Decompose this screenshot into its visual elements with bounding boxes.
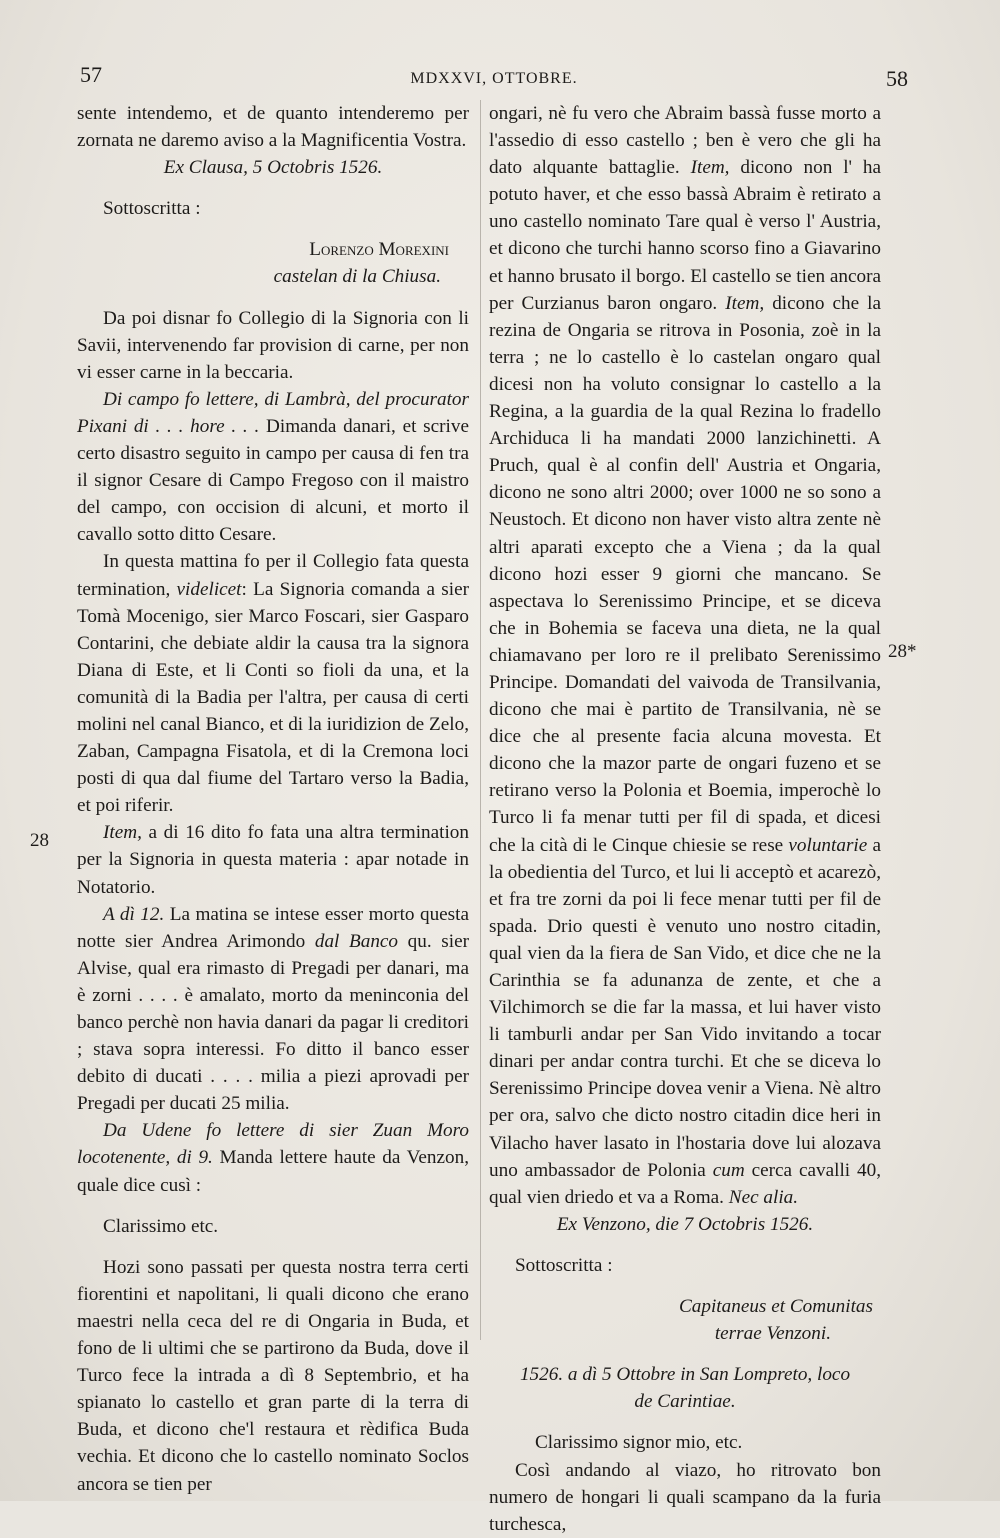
italic-text: Di campo fo lettere, di Lambrà, del procurator Pixani di . . . hore . . . [77, 388, 469, 437]
signature-title: castelan di la Chiusa. [273, 266, 441, 288]
page-number-left: 57 [80, 62, 102, 87]
paragraph: Da poi disnar fo Collegio di la Signoria con li Savii, intervenendo far provision di carne, per non vi esser carne in la beccaria. [77, 307, 469, 383]
italic-text: Da Udene fo lettere di sier Zuan Moro locotenente, di 9. [77, 1120, 469, 1169]
salutation: Clarissimo etc. [103, 1215, 219, 1237]
italic-text: videlicet [176, 578, 242, 600]
text: a la obedientia del Turco, et lui li acceptò et acarezò, et fra tre zorni da poi li fece menar tutti per fil de spada. Drio questi è venuto uno nostro citadin, qual vien da la fiera de San Vido, et dice che ne la Carinthia se fa adunanza de zente, et che a Vilchimorch se die far la massa, et lui haver visto li tamburli andar per San Vido invitando a tocar dinari per andar contra turchi. Et che se diceva lo Serenissimo Principe dovea venir a Viena. Nè altro per ora, salvo che dicto nostro citadin dice heri in Vilacho haver lasato in l'hostaria dove lui alozava uno ambassador de Polonia [489, 834, 881, 1181]
paragraph: Hozi sono passati per questa nostra terra certi fiorentini et napolitani, li quali dicono che erano maestri nella ceca del re di Ongaria in Buda, et fono de li ultimi che se partirono da Buda, dove il Turco fece la intrada a dì 8 Septembrio, et ha spianato lo castello et gran parte di la terra di Buda, et dicono che'l restaura et rèdifica Buda vechia. Et dicono che lo castello nominato Soclos ancora se tien per [77, 1256, 469, 1495]
text: ongari, nè fu vero che Abraim bassà fusse morto a l'assedio di esso castello ; ben è vero che gli ha dato alquante battaglie. [489, 103, 881, 179]
paragraph: sente intendemo, et de quanto intenderemo per zornata ne daremo aviso a la Magnificentia Vostra. [77, 103, 469, 152]
italic-text: Item, [690, 157, 730, 179]
italic-text: dal Banco [314, 930, 399, 952]
italic-text: cum [712, 1159, 745, 1181]
text: Manda lettere haute da Venzon, quale dice cusì : [77, 1147, 469, 1196]
text: dicono che la rezina de Ongaria se ritrova in Posonia, zoè in la terra ; ne lo castello è lo castelan ongaro qual dicesi non ha voluto consignar lo castello a la Regina, a la guardia de la qual Rezina lo fradello Archiduca li ha mandati 2000 lanzichinetti. A Pruch, qual è al confin dell' Austria et Ongaria, dicono ne sono altri 2000; over 1000 ne so sono a Neustoch. Et dicono non haver visto altra zente nè altri aparati excepto che a Viena ; da la qual dicono hozi esser 9 giorni che mancano. Se aspectava lo Serenissimo Principe, et se diceva che in Bohemia se faceva una dieta, ne la qual chiamavano per loro re il prelibato Serenissimo Principe. Domandati del vaivoda de Transilvania, dicono che mai è partito de Transilvania, nè se dice che al presente facia alcuna movesta. Et dicono che la mazor parte de ongari fuzeno et se retirano verso la Polonia et Boemia, imperochè lo Turco li fa menar tutti per fil di spada, et dicesi che la cità di le Cinque chiesie se rese [489, 292, 881, 856]
text: In questa mattina fo per il Collegio fata questa termination, [77, 551, 469, 600]
text: qu. sier Alvise, qual era rimasto di Pregadi per danari, ma è zorni . . . . è amalato, morto da meninconia del banco perchè non havia danari da pagar li creditori ; stava sopra interessi. Fo ditto il banco esser debito di ducati . . . . milia a piezi aprovadi per Pregadi per ducati 25 milia. [77, 930, 469, 1115]
paragraph: Così andando al viazo, ho ritrovato bon numero de hongari li quali scampano da la furia turchesca, [489, 1459, 881, 1535]
paragraph [77, 1117, 469, 1198]
paragraph [77, 819, 469, 900]
text: dicono non l' ha potuto haver, et che esso bassà Abraim è retirato a uno castello nominato Tare qual è verso l' Austria, et dicono che turchi hanno scorso fino a Giavarino et hanno brusato il borgo. El castello se tien ancora per Curzianus baron ongaro. [489, 157, 881, 314]
text: cerca cavalli 40, qual vien driedo et va a Roma. [489, 1159, 881, 1208]
paragraph [77, 386, 469, 549]
margin-number-left: 28 [30, 830, 49, 851]
signature-line: terrae Venzoni. [714, 1323, 831, 1345]
italic-text: A dì 12. [103, 903, 165, 925]
paragraph [77, 548, 469, 819]
dateline: Ex Venzono, die 7 Octobris 1526. [556, 1213, 814, 1235]
italic-text: Item, [103, 822, 142, 844]
italic-text: Item, [725, 292, 765, 314]
left-column [77, 100, 469, 1498]
column-divider [480, 100, 481, 1340]
subscription-label: Sottoscritta : [103, 198, 201, 220]
page-header [80, 62, 908, 92]
page-number-right: 58 [886, 66, 908, 91]
margin-number-right: 28* [888, 641, 917, 662]
paragraph [77, 901, 469, 1118]
signature-name: Lorenzo Morexini [309, 239, 449, 261]
text: a di 16 dito fo fata una altra termination per la Signoria in questa materia : apar notade in Notatorio. [77, 822, 469, 898]
right-column [489, 100, 881, 1538]
subscription-label: Sottoscritta : [515, 1254, 613, 1276]
dateline: Ex Clausa, 5 Octobris 1526. [163, 157, 383, 179]
text: : La Signoria comanda a sier Tomà Mocenigo, sier Marco Foscari, sier Gasparo Contarini, che debiate aldir la causa tra la signora Diana di Este, et li Conti so fioli da una, et la comunità di la Badia per l'altra, per causa di certi molini nel canal Bianco, et di la iuridizion de Zelo, Zaban, Campagna Fisatola, et di la Cremona loci posti di qua dal fiume del Tartaro verso la Badia, et poi riferir. [77, 578, 469, 817]
italic-text: Nec alia. [728, 1186, 799, 1208]
italic-text: voluntarie [788, 834, 868, 856]
text: Dimanda danari, et scrive certo disastro seguito in campo per causa di fen tra il signor Cesare di Campo Fregoso con il maistro del campo, con occision di alcuni, et morto il cavallo sotto ditto Cesare. [77, 415, 469, 546]
signature-line: Capitaneus et Comunitas [678, 1296, 873, 1318]
text: La matina se intese esser morto questa notte sier Andrea Arimondo [77, 903, 469, 952]
letter-heading: 1526. a dì 5 Ottobre in San Lompreto, loco [519, 1364, 851, 1386]
letter-heading: de Carintiae. [634, 1391, 736, 1413]
salutation: Clarissimo signor mio, etc. [535, 1432, 743, 1454]
running-title: MDXXVI, OTTOBRE. [410, 70, 578, 87]
paragraph [489, 100, 881, 1211]
